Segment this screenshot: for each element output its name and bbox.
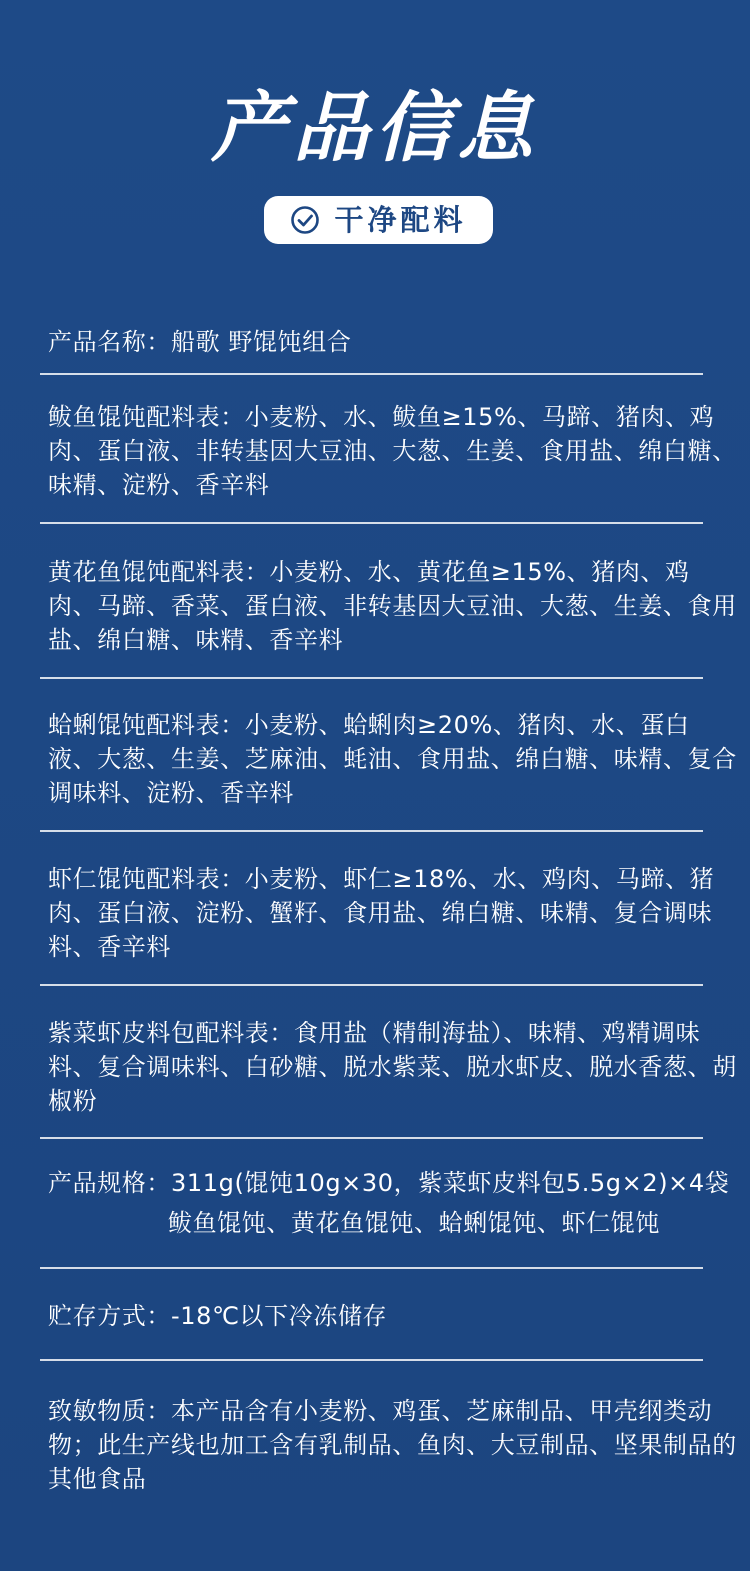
page-title: 产品信息 <box>211 83 539 172</box>
allergen-info: 致敏物质：本产品含有小麦粉、鸡蛋、芝麻制品、甲壳纲类动物；此生产线也加工含有乳制品、鱼肉、大豆制品、坚果制品的其他食品 <box>48 1397 737 1493</box>
shrimp-ingredients: 虾仁馄饨配料表：小麦粉、虾仁≥18%、水、鸡肉、马蹄、猪肉、蛋白液、淀粉、蟹籽、食用盐、绵白糖、味精、复合调味料、香辛料 <box>48 865 715 961</box>
yellow-croaker-ingredients: 黄花鱼馄饨配料表：小麦粉、水、黄花鱼≥15%、猪肉、鸡肉、马蹄、香菜、蛋白液、非转基因大豆油、大葱、生姜、食用盐、绵白糖、味精、香辛料 <box>48 558 737 654</box>
divider <box>40 1137 703 1139</box>
badge-label: 干净配料 <box>334 203 467 237</box>
clean-ingredients-badge <box>264 196 493 244</box>
product-spec <box>48 1166 738 1240</box>
divider <box>40 1359 703 1361</box>
storage-method: 贮存方式：-18℃以下冷冻储存 <box>48 1302 388 1330</box>
divider <box>40 830 703 832</box>
divider <box>40 522 703 524</box>
seasoning-ingredients: 紫菜虾皮料包配料表：食用盐（精制海盐）、味精、鸡精调味料、复合调味料、白砂糖、脱水紫菜、脱水虾皮、脱水香葱、胡椒粉 <box>48 1019 737 1115</box>
product-name: 产品名称：船歌 野馄饨组合 <box>48 328 352 356</box>
divider <box>40 373 703 375</box>
mackerel-ingredients: 鲅鱼馄饨配料表：小麦粉、水、鲅鱼≥15%、马蹄、猪肉、鸡肉、蛋白液、非转基因大豆油、大葱、生姜、食用盐、绵白糖、味精、淀粉、香辛料 <box>48 403 737 499</box>
spec-line-1: 产品规格：311g(馄饨10g×30，紫菜虾皮料包5.5g×2)×4袋 <box>48 1169 730 1197</box>
divider <box>40 1267 703 1269</box>
divider <box>40 984 703 986</box>
clam-ingredients: 蛤蜊馄饨配料表：小麦粉、蛤蜊肉≥20%、猪肉、水、蛋白液、大葱、生姜、芝麻油、蚝油、食用盐、绵白糖、味精、复合调味料、淀粉、香辛料 <box>48 711 737 807</box>
divider <box>40 677 703 679</box>
check-circle-icon <box>290 205 320 235</box>
spec-line-2: 鲅鱼馄饨、黄花鱼馄饨、蛤蜊馄饨、虾仁馄饨 <box>168 1209 660 1237</box>
